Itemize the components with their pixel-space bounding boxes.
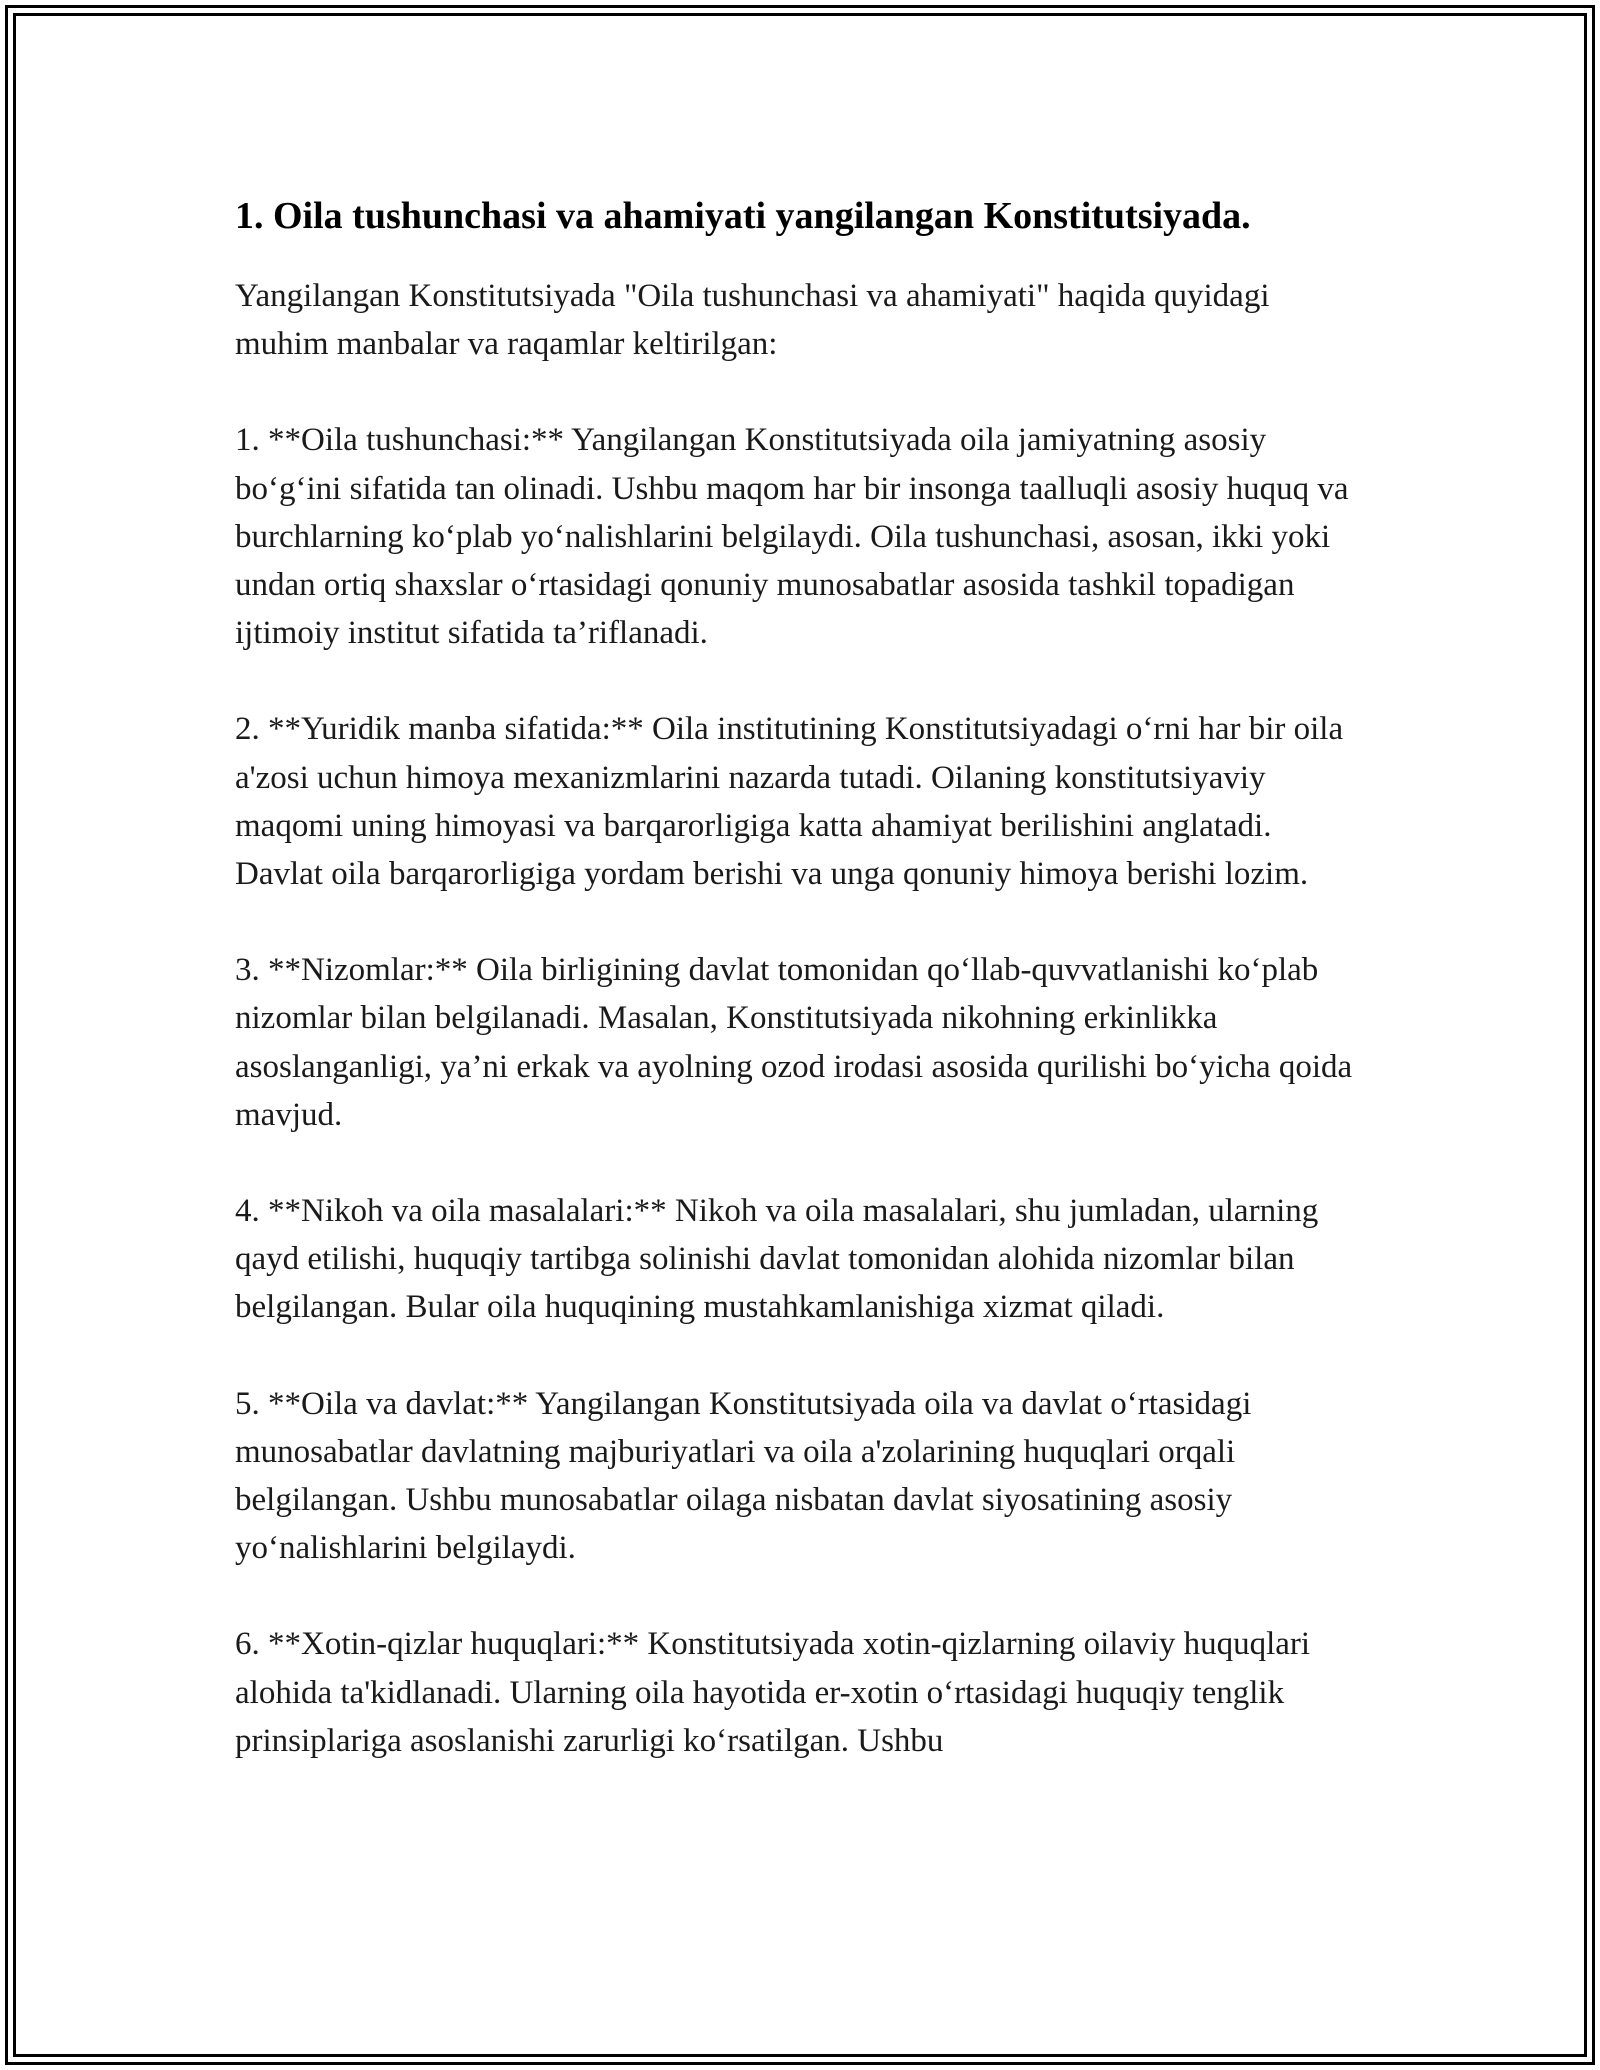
paragraph-4-nikoh-va-oila: 4. **Nikoh va oila masalalari:** Nikoh va oila masalalari, shu jumladan, ularning qayd etilishi, huquqiy tartibga solinishi davlat tomonidan alohida nizomlar bilan belgilangan. Bular oila huquqining mustahkamlanishiga xizmat qiladi. [235, 1193, 1319, 1326]
document-title: 1. Oila tushunchasi va ahamiyati yangilangan Konstitutsiyada. [235, 195, 1251, 237]
paragraph-6-xotin-qizlar: 6. **Xotin-qizlar huquqlari:** Konstitutsiyada xotin-qizlarning oilaviy huquqlari alohida ta'kidlanadi. Ularning oila hayotida er-xotin o‘rtasidagi huquqiy tenglik prinsiplariga asoslanishi zarurligi ko‘rsatilgan. Ushbu [235, 1626, 1311, 1759]
intro-paragraph: Yangilangan Konstitutsiyada "Oila tushunchasi va ahamiyati" haqida quyidagi muhim manbalar va raqamlar keltirilgan: [235, 278, 1270, 363]
paragraph-1-oila-tushunchasi: 1. **Oila tushunchasi:** Yangilangan Konstitutsiyada oila jamiyatning asosiy bo‘g‘ini sifatida tan olinadi. Ushbu maqom har bir insonga taalluqli asosiy huquq va burchlarning ko‘plab yo‘nalishlarini belgilaydi. Oila tushunchasi, asosan, ikki yoki undan ortiq shaxslar o‘rtasidagi qonuniy munosabatlar asosida tashkil topadigan ijtimoiy institut sifatida ta’riflanadi. [235, 422, 1349, 652]
paragraph-3-nizomlar: 3. **Nizomlar:** Oila birligining davlat tomonidan qo‘llab-quvvatlanishi ko‘plab nizomlar bilan belgilanadi. Masalan, Konstitutsiyada nikohning erkinlikka asoslanganligi, ya’ni erkak va ayolning ozod irodasi asosida qurilishi bo‘yicha qoida mavjud. [235, 952, 1353, 1133]
paragraph-5-oila-va-davlat: 5. **Oila va davlat:** Yangilangan Konstitutsiyada oila va davlat o‘rtasidagi munosabatlar davlatning majburiyatlari va oila a'zolarining huquqlari orqali belgilangan. Ushbu munosabatlar oilaga nisbatan davlat siyosatining asosiy yo‘nalishlarini belgilaydi. [235, 1385, 1252, 1567]
document-body [235, 188, 1365, 1813]
paragraph-2-yuridik-manba: 2. **Yuridik manba sifatida:** Oila institutining Konstitutsiyadagi o‘rni har bir oila a'zosi uchun himoya mexanizmlarini nazarda tutadi. Oilaning konstitutsiyaviy maqomi uning himoyasi va barqarorligiga katta ahamiyat berilishini anglatadi. Davlat oila barqarorligiga yordam berishi va unga qonuniy himoya berishi lozim. [235, 711, 1344, 893]
